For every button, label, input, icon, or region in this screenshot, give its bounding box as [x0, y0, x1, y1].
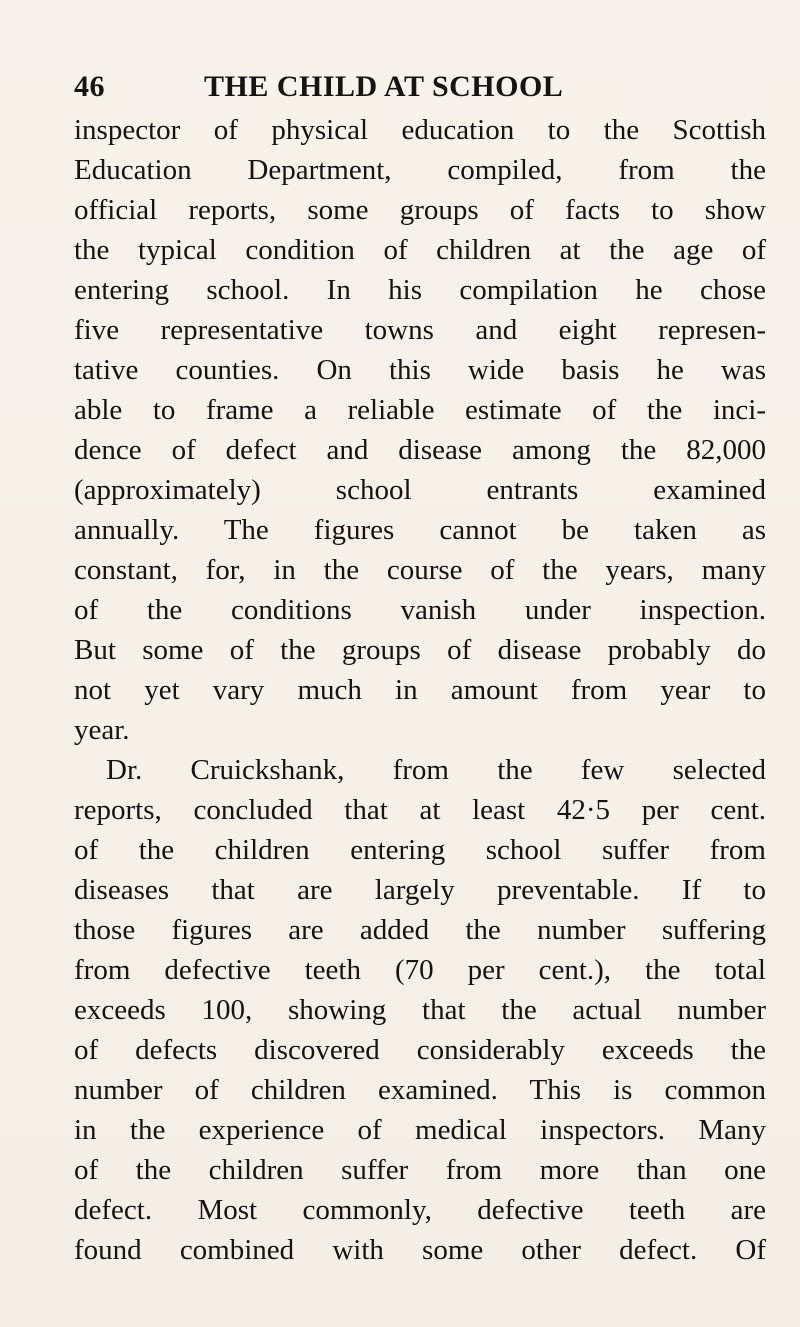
- page-header: [74, 72, 764, 112]
- text-line: dence of defect and disease among the 82,000: [74, 434, 766, 466]
- text-line: found combined with some other defect. Of: [74, 1234, 766, 1266]
- text-line: inspector of physical education to the Scottish: [74, 114, 766, 146]
- page-number: 46: [74, 70, 105, 103]
- text-line: exceeds 100, showing that the actual number: [74, 994, 766, 1026]
- text-line: tative counties. On this wide basis he was: [74, 354, 766, 386]
- text-line: five representative towns and eight represen-: [74, 314, 766, 346]
- text-line: reports, concluded that at least 42·5 per cent.: [74, 794, 766, 826]
- text-line: in the experience of medical inspectors. Many: [74, 1114, 766, 1146]
- text-line: annually. The figures cannot be taken as: [74, 514, 766, 546]
- text-line: of defects discovered considerably exceeds the: [74, 1034, 766, 1066]
- text-line: of the conditions vanish under inspection.: [74, 594, 766, 626]
- text-line: official reports, some groups of facts to show: [74, 194, 766, 226]
- text-line: number of children examined. This is common: [74, 1074, 766, 1106]
- text-line: of the children entering school suffer from: [74, 834, 766, 866]
- text-line: able to frame a reliable estimate of the inci-: [74, 394, 766, 426]
- text-line: Dr. Cruickshank, from the few selected: [106, 754, 766, 786]
- body-text: [74, 110, 766, 1270]
- text-line: But some of the groups of disease probably do: [74, 634, 766, 666]
- text-line: entering school. In his compilation he chose: [74, 274, 766, 306]
- text-line: year.: [74, 714, 130, 746]
- text-line: the typical condition of children at the age of: [74, 234, 766, 266]
- text-line: defect. Most commonly, defective teeth are: [74, 1194, 766, 1226]
- text-line: from defective teeth (70 per cent.), the total: [74, 954, 766, 986]
- text-line: those figures are added the number suffering: [74, 914, 766, 946]
- running-head: THE CHILD AT SCHOOL: [204, 70, 564, 103]
- text-line: diseases that are largely preventable. If to: [74, 874, 766, 906]
- text-line: not yet vary much in amount from year to: [74, 674, 766, 706]
- text-line: of the children suffer from more than one: [74, 1154, 766, 1186]
- text-line: constant, for, in the course of the years, many: [74, 554, 766, 586]
- text-line: (approximately) school entrants examined: [74, 474, 766, 506]
- text-line: Education Department, compiled, from the: [74, 154, 766, 186]
